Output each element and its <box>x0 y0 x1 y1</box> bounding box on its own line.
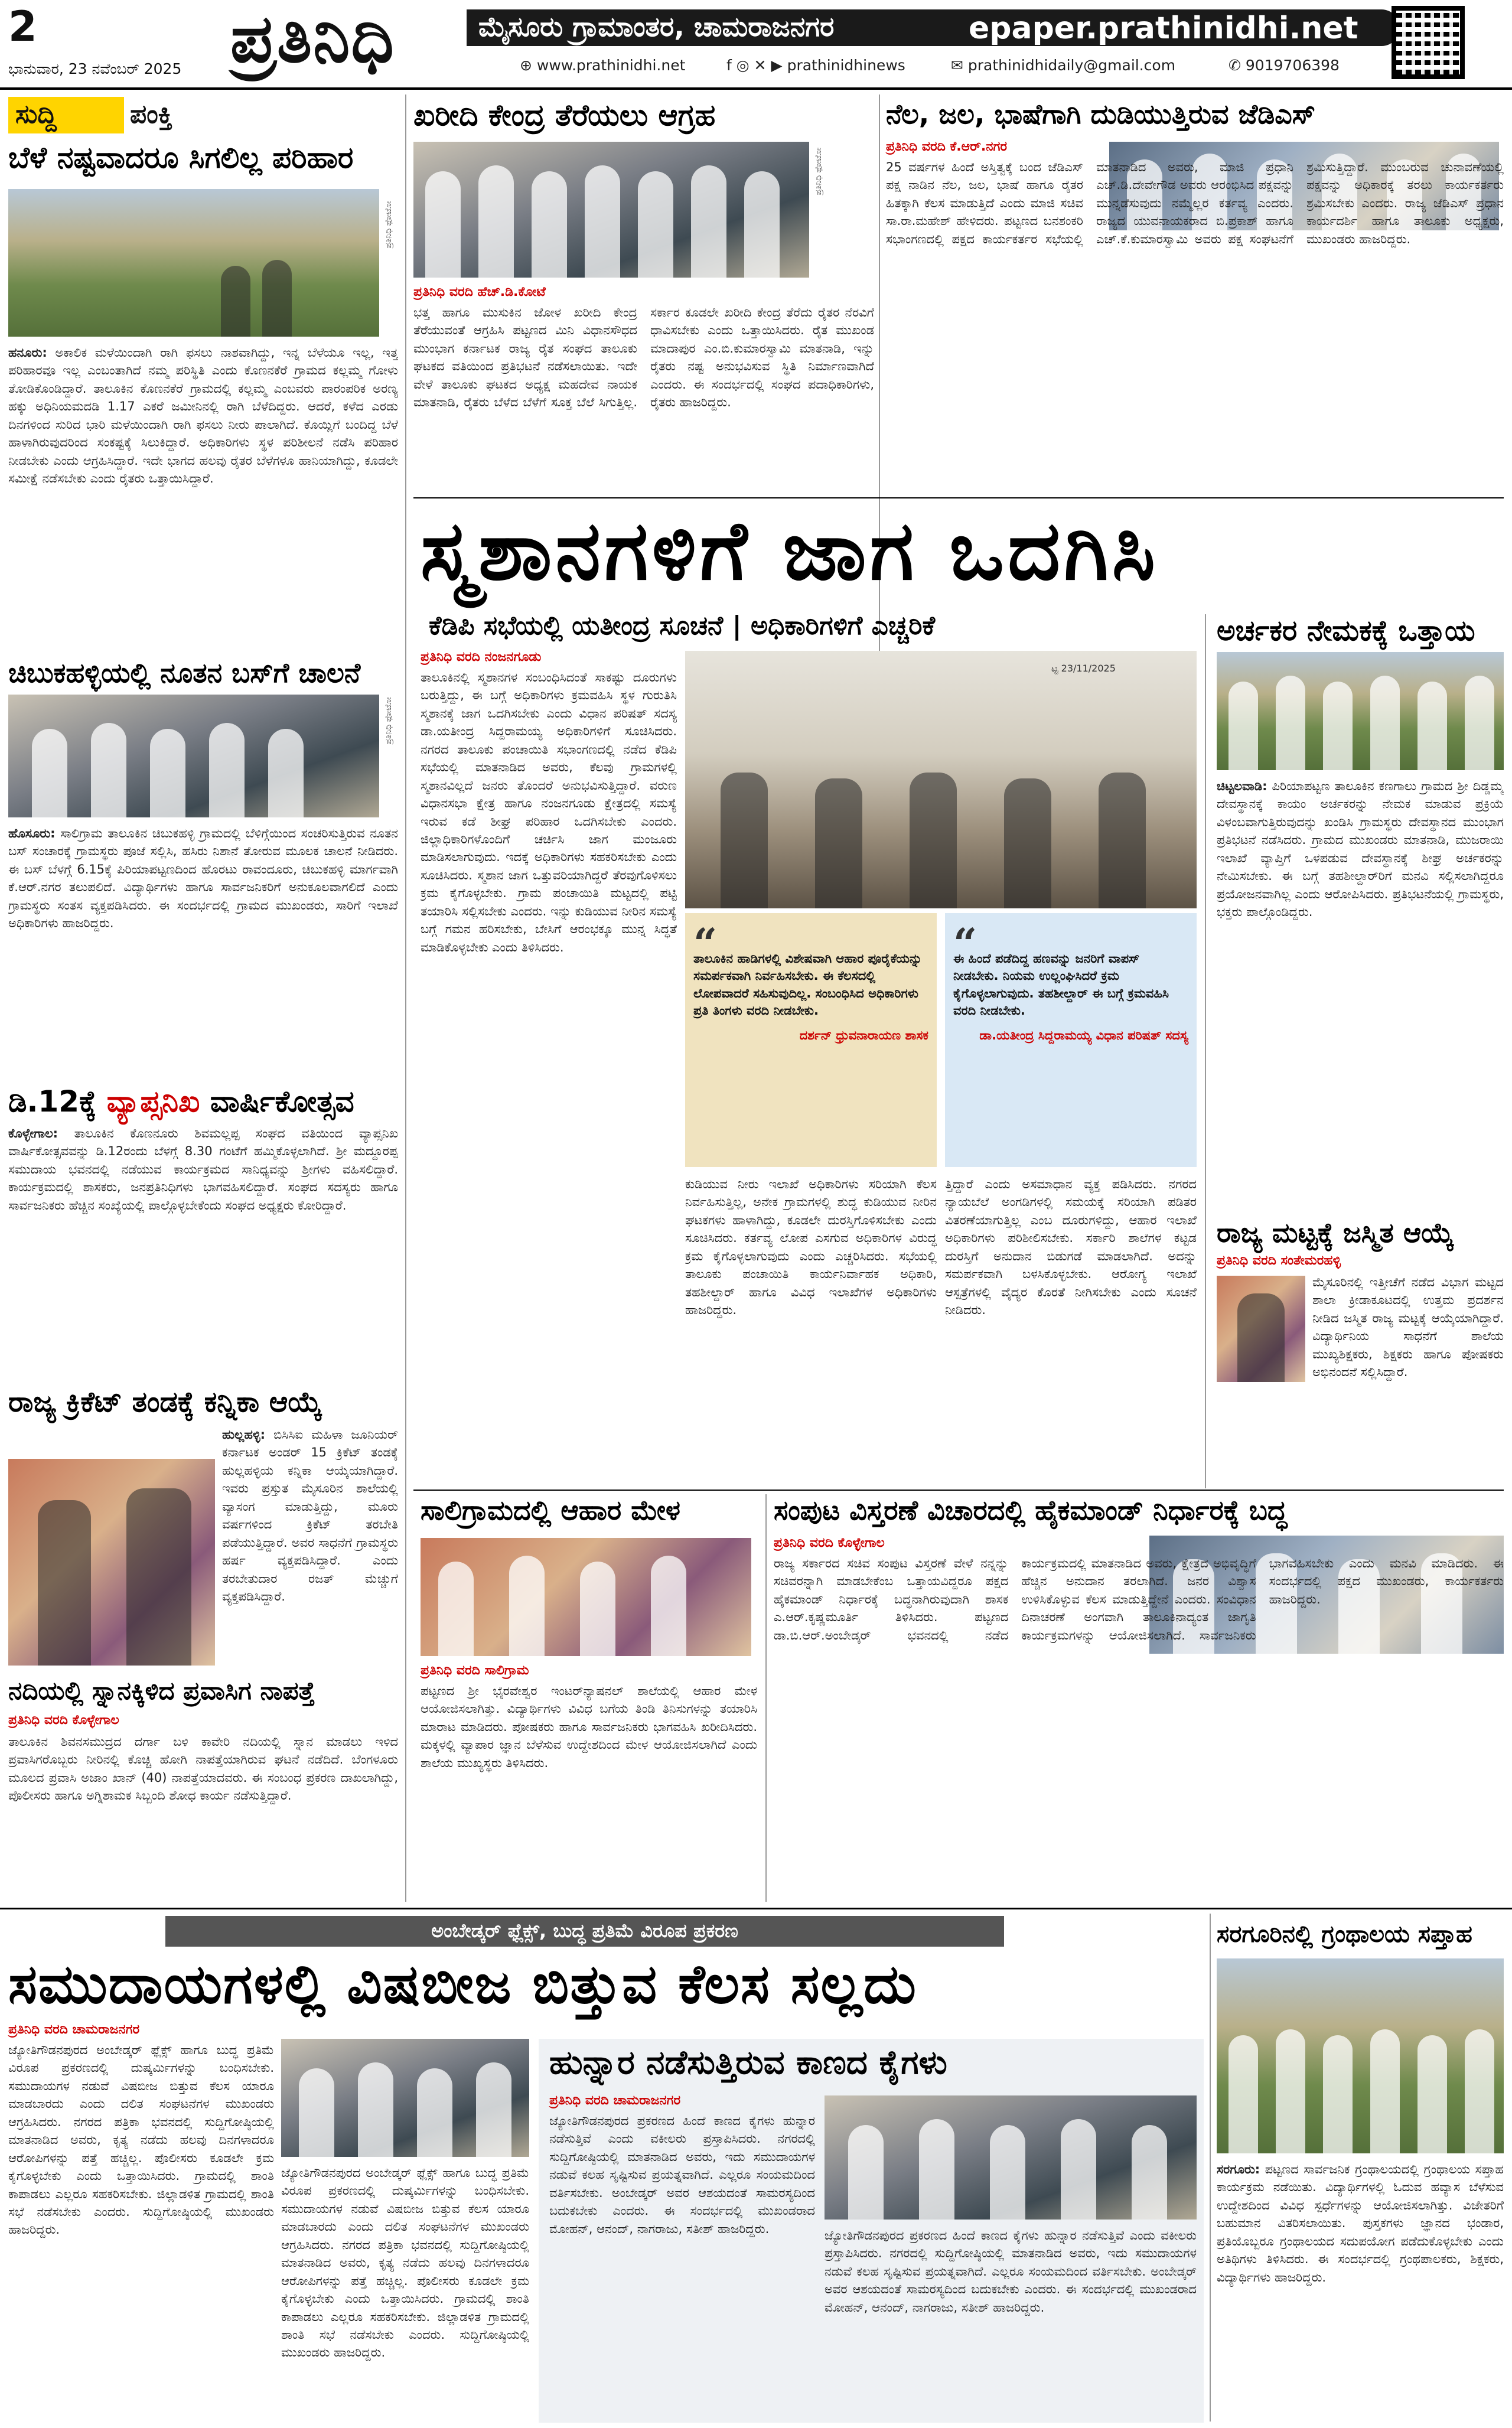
photo-figure <box>478 165 514 278</box>
photo-figure <box>1276 676 1305 770</box>
masthead-rule <box>0 87 1512 90</box>
photo-sign: ಟ್ಟ 23/11/2025 <box>1051 663 1116 674</box>
headline-library-week: ಸರಗೂರಿನಲ್ಲಿ ಗ್ರಂಥಾಲಯ ಸಪ್ತಾಹ <box>1217 1921 1472 1948</box>
photo-food-fair <box>421 1538 751 1656</box>
photo-figure <box>1237 1293 1285 1382</box>
quote-icon: “ <box>953 919 977 968</box>
divider <box>405 94 406 1902</box>
photo-figure <box>1370 2029 1400 2153</box>
byline: ಪ್ರತಿನಿಧಿ ವರದಿ ಸಾಲಿಗ್ರಾಮ <box>421 1663 529 1678</box>
headline-communities: ಸಮುದಾಯಗಳಲ್ಲಿ ವಿಷಬೀಜ ಬಿತ್ತುವ ಕೆಲಸ ಸಲ್ಲದು <box>8 1953 917 2016</box>
photo-figure <box>1004 778 1051 908</box>
photo-temple-protest <box>1217 652 1504 770</box>
headline-jds: ನೆಲ, ಜಲ, ಭಾಷೆಗಾಗಿ ದುಡಿಯುತ್ತಿರುವ ಜೆಡಿಎಸ್ <box>886 98 1316 130</box>
headline-crop-loss: ಬೆಳೆ ನಷ್ಟವಾದರೂ ಸಿಗಲಿಲ್ಲ ಪರಿಹಾರ <box>8 141 354 175</box>
article-body: ತಾಲೂಕಿನ ಶಿವನಸಮುದ್ರದ ದರ್ಗಾ ಬಳಿ ಕಾವೇರಿ ನದಿಯಲ್ಲಿ ಸ್ನಾನ ಮಾಡಲು ಇಳಿದ ಪ್ರವಾಸಿಗರೊಬ್ಬರು ನೀರಿನಲ್ಲಿ ಕೊಚ್ಚಿ ಹೋಗಿ ನಾಪತ್ತೆಯಾಗಿರುವ ಘಟನೆ ನಡೆದಿದೆ. ಬೆಂಗಳೂರು ಮೂಲದ ಪ್ರವಾಸಿ ಅಜಾಂ ಖಾನ್ (40) ನಾಪತ್ತೆಯಾದವರು. ಈ ಸಂಬಂಧ ಪ್ರಕರಣ ದಾಖಲಾಗಿದ್ದು, ಪೊಲೀಸರು ಹಾಗೂ ಅಗ್ನಿಶಾಮಕ ಸಿಬ್ಬಂದಿ ಶೋಧ ಕಾರ್ಯ ನಡೆಸುತ್ತಿದ್ದಾರೆ. <box>8 1735 398 1803</box>
photo-crop-field <box>8 189 379 337</box>
masthead <box>0 0 1512 90</box>
headline-priest: ಅರ್ಚಕರ ನೇಮಕಕ್ಕೆ ಒತ್ತಾಯ <box>1217 614 1475 647</box>
photo-lawyers-meet <box>825 2095 1197 2220</box>
photo-figure <box>38 1500 91 1666</box>
photo-kdp-meeting <box>685 651 1197 908</box>
photo-student <box>1217 1276 1305 1382</box>
quote-box <box>945 913 1197 1167</box>
headline-purchase-centre: ಖರೀದಿ ಕೇಂದ್ರ ತೆರೆಯಲು ಆಗ್ರಹ <box>413 98 716 132</box>
divider <box>765 1494 767 1902</box>
photo-figure <box>638 171 673 278</box>
byline: ಪ್ರತಿನಿಧಿ ವರದಿ ಹೆಚ್.ಡಿ.ಕೋಟೆ <box>413 285 546 299</box>
article-body: ಹುಲ್ಲಹಳ್ಳಿ: ಬಿಸಿಸಿಐ ಮಹಿಳಾ ಜೂನಿಯರ್ ಕರ್ನಾಟಕ ಅಂಡರ್ 15 ಕ್ರಿಕೆಟ್ ತಂಡಕ್ಕೆ ಹುಲ್ಲಹಳ್ಳಿಯ ಕನ್ನಿಕಾ ಆಯ್ಕೆಯಾಗಿದ್ದಾರೆ. ಇವರು ಪ್ರಸ್ತುತ ಮೈಸೂರಿನ ಶಾಲೆಯಲ್ಲಿ ವ್ಯಾಸಂಗ ಮಾಡುತ್ತಿದ್ದು, ಮೂರು ವರ್ಷಗಳಿಂದ ಕ್ರಿಕೆಟ್ ತರಬೇತಿ ಪಡೆಯುತ್ತಿದ್ದಾರೆ. ಅವರ ಸಾಧನೆಗೆ ಗ್ರಾಮಸ್ಥರು ಹರ್ಷ ವ್ಯಕ್ತಪಡಿಸಿದ್ದಾರೆ. ಎಂದು ತರಬೇತುದಾರ ರಜತ್ ಮೆಚ್ಚುಗೆ ವ್ಯಕ್ತಪಡಿಸಿದ್ದಾರೆ. <box>222 1428 398 1604</box>
quote-text: ತಾಲೂಕಿನ ಹಾಡಿಗಳಲ್ಲಿ ವಿಶೇಷವಾಗಿ ಆಹಾರ ಪೂರೈಕೆಯನ್ನು ಸಮರ್ಪಕವಾಗಿ ನಿರ್ವಹಿಸಬೇಕು. ಈ ಕೆಲಸದಲ್ಲಿ ಲೋಪವಾದರೆ ಸಹಿಸುವುದಿಲ್ಲ. ಸಂಬಂಧಿಸಿದ ಅಧಿಕಾರಿಗಳು ಪ್ರತಿ ತಿಂಗಳು ವರದಿ ನೀಡಬೇಕು. <box>693 951 923 1018</box>
byline: ಪ್ರತಿನಿಧಿ ವರದಿ ಸಂತೇಮರಹಳ್ಳಿ <box>1217 1253 1341 1268</box>
qr-code-icon <box>1392 6 1465 79</box>
lead-subhead: ಕೆಡಿಪಿ ಸಭೆಯಲ್ಲಿ ಯತೀಂದ್ರ ಸೂಚನೆ | ಅಧಿಕಾರಿಗಳಿಗೆ ಎಚ್ಚರಿಕೆ <box>429 611 936 641</box>
byline: ಪ್ರತಿನಿಧಿ ವರದಿ ಕೊಳ್ಳೇಗಾಲ <box>8 1713 119 1728</box>
photo-figure <box>221 266 250 337</box>
headline-highlight: ವ್ಯಾಪ್ಸನಿಖ <box>106 1084 200 1119</box>
divider <box>1205 614 1206 1488</box>
article-body: ಕುಡಿಯುವ ನೀರು ಇಲಾಖೆ ಅಧಿಕಾರಿಗಳು ಸರಿಯಾಗಿ ಕೆಲಸ ನಿರ್ವಹಿಸುತ್ತಿಲ್ಲ, ಅನೇಕ ಗ್ರಾಮಗಳಲ್ಲಿ ಶುದ್ಧ ಕುಡಿಯುವ ನೀರಿನ ಘಟಕಗಳು ಹಾಳಾಗಿದ್ದು, ಕೂಡಲೇ ದುರಸ್ತಿಗೊಳಿಸಬೇಕು ಎಂದು ಸೂಚಿಸಿದರು. ಕರ್ತವ್ಯ ಲೋಪ ಎಸಗುವ ಅಧಿಕಾರಿಗಳ ವಿರುದ್ಧ ಕ್ರಮ ಕೈಗೊಳ್ಳಲಾಗುವುದು ಎಂದು ಎಚ್ಚರಿಸಿದರು. ಸಭೆಯಲ್ಲಿ ತಾಲೂಕು ಪಂಚಾಯಿತಿ ಕಾರ್ಯನಿರ್ವಾಹಕ ಅಧಿಕಾರಿ, ತಹಶೀಲ್ದಾರ್ ಹಾಗೂ ವಿವಿಧ ಇಲಾಖೆಗಳ ಅಧಿಕಾರಿಗಳು ಹಾಜರಿದ್ದರು. <box>685 1177 937 1318</box>
photo-figure <box>910 773 957 908</box>
article-body: ಹೊಸೂರು: ಸಾಲಿಗ್ರಾಮ ತಾಲೂಕಿನ ಚಿಬುಕಹಳ್ಳಿ ಗ್ರಾಮದಲ್ಲಿ ಬೆಳಿಗ್ಗೆಯಿಂದ ಸಂಚರಿಸುತ್ತಿರುವ ನೂತನ ಬಸ್ ಸಂಚಾರಕ್ಕೆ ಗ್ರಾಮಸ್ಥರು ಪೂಜೆ ಸಲ್ಲಿಸಿ, ಹಸಿರು ನಿಶಾನೆ ತೋರುವ ಮೂಲಕ ಚಾಲನೆ ನೀಡಿದರು. ಈ ಬಸ್ ಬೆಳಗ್ಗೆ 6.15ಕ್ಕೆ ಪಿರಿಯಾಪಟ್ಟಣದಿಂದ ಹೊರಟು ರಾವಂದೂರು, ಚಿಬುಕಹಳ್ಳಿ ಮಾರ್ಗವಾಗಿ ಕೆ.ಆರ್.ನಗರ ತಲುಪಲಿದೆ. ವಿದ್ಯಾರ್ಥಿಗಳು ಹಾಗೂ ಸಾರ್ವಜನಿಕರಿಗೆ ಅನುಕೂಲವಾಗಲಿದೆ ಎಂದು ಗ್ರಾಮಸ್ಥರು ಸಂತಸ ವ್ಯಕ್ತಪಡಿಸಿದರು. ಈ ಸಂದರ್ಭದಲ್ಲಿ ಗ್ರಾಮದ ಮುಖಂಡರು, ಸಾರಿಗೆ ಇಲಾಖೆ ಅಧಿಕಾರಿಗಳು ಹಾಜರಿದ್ದರು. <box>8 826 398 931</box>
email-link[interactable]: ✉ prathinidhidaily@gmail.com <box>951 57 1176 74</box>
article-body: ತ್ತಿದ್ದಾರೆ ಎಂದು ಅಸಮಾಧಾನ ವ್ಯಕ್ತ ಪಡಿಸಿದರು. ನಗರದ ನ್ಯಾಯಬೆಲೆ ಅಂಗಡಿಗಳಲ್ಲಿ ಸಮಯಕ್ಕೆ ಸರಿಯಾಗಿ ಪಡಿತರ ವಿತರಣೆಯಾಗುತ್ತಿಲ್ಲ ಎಂಬ ದೂರುಗಳಿದ್ದು, ಆಹಾರ ಇಲಾಖೆ ಅಧಿಕಾರಿಗಳು ಪರಿಶೀಲಿಸಬೇಕು. ಸರ್ಕಾರಿ ಶಾಲೆಗಳ ಕಟ್ಟಡ ದುರಸ್ತಿಗೆ ಅನುದಾನ ಬಿಡುಗಡೆ ಮಾಡಲಾಗಿದೆ. ಅದನ್ನು ಸಮರ್ಪಕವಾಗಿ ಬಳಸಿಕೊಳ್ಳಬೇಕು. ಆರೋಗ್ಯ ಇಲಾಖೆ ಆಸ್ಪತ್ರೆಗಳಲ್ಲಿ ವೈದ್ಯರ ಕೊರತೆ ನೀಗಿಸಬೇಕು ಎಂದು ಸೂಚನೆ ನೀಡಿದರು. <box>945 1177 1197 1318</box>
headline-missing-tourist: ನದಿಯಲ್ಲಿ ಸ್ನಾನಕ್ಕಿಳಿದ ಪ್ರವಾಸಿಗ ನಾಪತ್ತೆ <box>8 1676 315 1705</box>
photo-figure <box>815 778 862 908</box>
quote-box <box>685 913 937 1167</box>
photo-protest <box>413 142 809 278</box>
section-tag: ಸುದ್ದಿ <box>8 97 124 133</box>
website-link[interactable]: ⊕ www.prathinidhi.net <box>520 57 686 74</box>
epaper-link[interactable]: epaper.prathinidhi.net <box>969 11 1358 46</box>
photo-figure <box>425 171 461 278</box>
photo-figure <box>919 2119 954 2220</box>
photo-figure <box>417 2068 452 2157</box>
lead-headline: ಸ್ಮಶಾನಗಳಿಗೆ ಜಾಗ ಒದಗಿಸಿ <box>421 503 1159 598</box>
photo-figure <box>990 2125 1025 2220</box>
quote-author: ಡಾ.ಯತೀಂದ್ರ ಸಿದ್ದರಾಮಯ್ಯ ವಿಧಾನ ಪರಿಷತ್ ಸದಸ್ಯ <box>979 1028 1188 1042</box>
article-body: 25 ವರ್ಷಗಳ ಹಿಂದೆ ಅಸ್ತಿತ್ವಕ್ಕೆ ಬಂದ ಜೆಡಿಎಸ್ ಪಕ್ಷ ನಾಡಿನ ನೆಲ, ಜಲ, ಭಾಷೆ ಹಾಗೂ ರೈತರ ಹಿತಕ್ಕಾಗಿ ಕೆಲಸ ಮಾಡುತ್ತಿದೆ ಎಂದು ಮಾಜಿ ಸಚಿವ ಸಾ.ರಾ.ಮಹೇಶ್ ಹೇಳಿದರು. ಪಟ್ಟಣದ ಬನಶಂಕರಿ ಸಭಾಂಗಣದಲ್ಲಿ ಪಕ್ಷದ ಕಾರ್ಯಕರ್ತರ ಸಭೆಯಲ್ಲಿ ಮಾತನಾಡಿದ ಅವರು, ಮಾಜಿ ಪ್ರಧಾನಿ ಎಚ್.ಡಿ.ದೇವೇಗೌಡ ಅವರು ಆರಂಭಿಸಿದ ಪಕ್ಷವನ್ನು ಮುನ್ನಡೆಸುವುದು ನಮ್ಮೆಲ್ಲರ ಕರ್ತವ್ಯ ಎಂದರು. ರಾಜ್ಯದ ಯುವನಾಯಕರಾದ ಬಿ.ಪ್ರಕಾಶ್ ಹಾಗೂ ಎಚ್.ಕೆ.ಕುಮಾರಸ್ವಾಮಿ ಅವರು ಪಕ್ಷ ಸಂಘಟನೆಗೆ ಶ್ರಮಿಸುತ್ತಿದ್ದಾರೆ. ಮುಂಬರುವ ಚುನಾವಣೆಯಲ್ಲಿ ಪಕ್ಷವನ್ನು ಅಧಿಕಾರಕ್ಕೆ ತರಲು ಕಾರ್ಯಕರ್ತರು ಶ್ರಮಿಸಬೇಕು ಎಂದರು. ರಾಜ್ಯ ಜೆಡಿಎಸ್ ಪ್ರಧಾನ ಕಾರ್ಯದರ್ಶಿ ಹಾಗೂ ತಾಲೂಕು ಅಧ್ಯಕ್ಷರು, ಮುಖಂಡರು ಹಾಜರಿದ್ದರು. <box>886 160 1504 246</box>
photo-figure <box>532 171 567 278</box>
photo-figure <box>509 1556 545 1656</box>
photo-figure <box>1228 2035 1258 2153</box>
article-body: ಪಟ್ಟಣದ ಶ್ರೀ ಭೈರವೇಶ್ವರ ಇಂಟರ್‌ನ್ಯಾಷನಲ್ ಶಾಲೆಯಲ್ಲಿ ಆಹಾರ ಮೇಳ ಆಯೋಜಿಸಲಾಗಿತ್ತು. ವಿದ್ಯಾರ್ಥಿಗಳು ವಿವಿಧ ಬಗೆಯ ತಿಂಡಿ ತಿನಿಸುಗಳನ್ನು ತಯಾರಿಸಿ ಮಾರಾಟ ಮಾಡಿದರು. ಪೋಷಕರು ಹಾಗೂ ಸಾರ್ವಜನಿಕರು ಭಾಗವಹಿಸಿ ಖರೀದಿಸಿದರು. ಮಕ್ಕಳಲ್ಲಿ ವ್ಯಾಪಾರ ಜ್ಞಾನ ಬೆಳೆಸುವ ಉದ್ದೇಶದಿಂದ ಮೇಳ ಆಯೋಜಿಸಲಾಗಿದೆ ಎಂದು ಶಾಲೆಯ ಮುಖ್ಯಸ್ಥರು ತಿಳಿಸಿದರು. <box>421 1684 757 1770</box>
photo-bus-launch <box>8 695 379 817</box>
phone-number: ✆ 9019706398 <box>1228 57 1340 74</box>
photo-figure <box>299 2068 334 2157</box>
photo-figure <box>262 260 292 337</box>
photo-figure <box>32 729 67 817</box>
social-icons: f ◎ ✕ ▶ <box>726 57 787 74</box>
headline-jasmitha: ರಾಜ್ಯ ಮಟ್ಟಕ್ಕೆ ಜಸ್ಮಿತ ಆಯ್ಕೆ <box>1217 1217 1454 1249</box>
byline: ಪ್ರತಿನಿಧಿ ವರದಿ ಚಾಮರಾಜನಗರ <box>8 2022 140 2037</box>
byline: ಪ್ರತಿನಿಧಿ ವರದಿ ಚಾಮರಾಜನಗರ <box>549 2093 681 2108</box>
photo-figure <box>721 773 768 908</box>
photo-figure <box>1465 676 1494 770</box>
page-number: 2 <box>8 2 37 51</box>
article-body: ಕೊಳ್ಳೇಗಾಲ: ತಾಲೂಕಿನ ಕೊಣನೂರು ಶಿವಮಲ್ಲಪ್ಪ ಸಂಘದ ವತಿಯಿಂದ ವ್ಯಾಪ್ಸನಿಖ ವಾರ್ಷಿಕೋತ್ಸವವನ್ನು ಡಿ.12ರಂದು ಬೆಳಗ್ಗೆ 8.30 ಗಂಟೆಗೆ ಹಮ್ಮಿಕೊಳ್ಳಲಾಗಿದೆ. ಶ್ರೀ ಮದ್ದೂರಪ್ಪ ಸಮುದಾಯ ಭವನದಲ್ಲಿ ನಡೆಯುವ ಕಾರ್ಯಕ್ರಮದ ಸಾನಿಧ್ಯವನ್ನು ಶ್ರೀಗಳು ವಹಿಸಲಿದ್ದಾರೆ. ಕಾರ್ಯಕ್ರಮದಲ್ಲಿ ಶಾಸಕರು, ಜನಪ್ರತಿನಿಧಿಗಳು ಭಾಗವಹಿಸಲಿದ್ದಾರೆ. ಸಂಘದ ಸದಸ್ಯರು ಹಾಗೂ ಸಾರ್ವಜನಿಕರು ಹೆಚ್ಚಿನ ಸಂಖ್ಯೆಯಲ್ಲಿ ಪಾಲ್ಗೊಳ್ಳಬೇಕೆಂದು ಸಂಘದ ಅಧ್ಯಕ್ಷರು ಕೋರಿದ್ದಾರೆ. <box>8 1126 398 1213</box>
photo-figure <box>691 165 726 278</box>
article-body: ಚಿಟ್ಟಲವಾಡಿ: ಪಿರಿಯಾಪಟ್ಟಣ ತಾಲೂಕಿನ ಕಣಗಾಲು ಗ್ರಾಮದ ಶ್ರೀ ದಿಡ್ಡಮ್ಮ ದೇವಸ್ಥಾನಕ್ಕೆ ಕಾಯಂ ಅರ್ಚಕರನ್ನು ನೇಮಕ ಮಾಡುವ ಪ್ರಕ್ರಿಯೆ ವಿಳಂಬವಾಗುತ್ತಿರುವುದನ್ನು ಖಂಡಿಸಿ ಗ್ರಾಮಸ್ಥರು ದೇವಸ್ಥಾನದ ಮುಂಭಾಗ ಪ್ರತಿಭಟನೆ ನಡೆಸಿದರು. ಗ್ರಾಮದ ಮುಖಂಡರು ಮಾತನಾಡಿ, ಮುಜರಾಯಿ ಇಲಾಖೆ ವ್ಯಾಪ್ತಿಗೆ ಒಳಪಡುವ ದೇವಸ್ಥಾನಕ್ಕೆ ಶೀಘ್ರ ಅರ್ಚಕರನ್ನು ನೇಮಿಸಬೇಕು. ಈ ಬಗ್ಗೆ ತಹಶೀಲ್ದಾರ್‌ರಿಗೆ ಮನವಿ ಸಲ್ಲಿಸಲಾಗಿದ್ದರೂ ಪ್ರಯೋಜನವಾಗಿಲ್ಲ ಎಂದು ಆರೋಪಿಸಿದರು. ಪ್ರತಿಭಟನೆಯಲ್ಲಿ ಗ್ರಾಮಸ್ಥರು, ಭಕ್ತರು ಪಾಲ್ಗೊಂಡಿದ್ದರು. <box>1217 779 1504 920</box>
headline-cabinet: ಸಂಪುಟ ವಿಸ್ತರಣೆ ವಿಚಾರದಲ್ಲಿ ಹೈಕಮಾಂಡ್ ನಿರ್ಧಾರಕ್ಕೆ ಬದ್ಧ <box>774 1494 1288 1526</box>
article-body: ಮೈಸೂರಿನಲ್ಲಿ ಇತ್ತೀಚೆಗೆ ನಡೆದ ವಿಭಾಗ ಮಟ್ಟದ ಶಾಲಾ ಕ್ರೀಡಾಕೂಟದಲ್ಲಿ ಉತ್ತಮ ಪ್ರದರ್ಶನ ನೀಡಿದ ಜಸ್ಮಿತ ರಾಜ್ಯ ಮಟ್ಟಕ್ಕೆ ಆಯ್ಕೆಯಾಗಿದ್ದಾರೆ. ವಿದ್ಯಾರ್ಥಿನಿಯ ಸಾಧನೆಗೆ ಶಾಲೆಯ ಮುಖ್ಯಶಿಕ್ಷಕರು, ಶಿಕ್ಷಕರು ಹಾಗೂ ಪೋಷಕರು ಅಭಿನಂದನೆ ಸಲ್ಲಿಸಿದ್ದಾರೆ. <box>1312 1275 1504 1380</box>
photo-credit: ಪ್ರತಿನಿಧಿ ಫೋಟೋ <box>814 148 823 195</box>
photo-library-event <box>1217 1958 1504 2153</box>
photo-figure <box>1276 2029 1305 2153</box>
article-body: ಸರಗೂರು: ಪಟ್ಟಣದ ಸಾರ್ವಜನಿಕ ಗ್ರಂಥಾಲಯದಲ್ಲಿ ಗ್ರಂಥಾಲಯ ಸಪ್ತಾಹ ಕಾರ್ಯಕ್ರಮ ನಡೆಯಿತು. ವಿದ್ಯಾರ್ಥಿಗಳಲ್ಲಿ ಓದುವ ಹವ್ಯಾಸ ಬೆಳೆಸುವ ಉದ್ದೇಶದಿಂದ ವಿವಿಧ ಸ್ಪರ್ಧೆಗಳನ್ನು ಆಯೋಜಿಸಲಾಗಿತ್ತು. ವಿಜೇತರಿಗೆ ಬಹುಮಾನ ವಿತರಿಸಲಾಯಿತು. ಪುಸ್ತಕಗಳು ಜ್ಞಾನದ ಭಂಡಾರ, ಪ್ರತಿಯೊಬ್ಬರೂ ಗ್ರಂಥಾಲಯದ ಸದುಪಯೋಗ ಪಡೆದುಕೊಳ್ಳಬೇಕು ಎಂದು ಅತಿಥಿಗಳು ತಿಳಿಸಿದರು. ಈ ಸಂದರ್ಭದಲ್ಲಿ ಗ್ರಂಥಪಾಲಕರು, ಶಿಕ್ಷಕರು, ವಿದ್ಯಾರ್ಥಿಗಳು ಹಾಜರಿದ್ದರು. <box>1217 2162 1504 2284</box>
byline: ಪ್ರತಿನಿಧಿ ವರದಿ ಕೆ.ಆರ್.ನಗರ <box>886 139 1008 154</box>
article-body: ತಾಲೂಕಿನಲ್ಲಿ ಸ್ಮಶಾನಗಳ ಸಂಬಂಧಿಸಿದಂತೆ ಸಾಕಷ್ಟು ದೂರುಗಳು ಬರುತ್ತಿದ್ದು, ಈ ಬಗ್ಗೆ ಅಧಿಕಾರಿಗಳು ಕ್ರಮವಹಿಸಿ ಸ್ಥಳ ಗುರುತಿಸಿ ಸ್ಮಶಾನಕ್ಕೆ ಜಾಗ ಒದಗಿಸಬೇಕು ಎಂದು ವಿಧಾನ ಪರಿಷತ್ ಸದಸ್ಯ ಡಾ.ಯತೀಂದ್ರ ಸಿದ್ದರಾಮಯ್ಯ ಅಧಿಕಾರಿಗಳಿಗೆ ಸೂಚಿಸಿದರು. ನಗರದ ತಾಲೂಕು ಪಂಚಾಯಿತಿ ಸಭಾಂಗಣದಲ್ಲಿ ನಡೆದ ಕೆಡಿಪಿ ಸಭೆಯಲ್ಲಿ ಮಾತನಾಡಿದ ಅವರು, ಕೆಲವು ಗ್ರಾಮಗಳಲ್ಲಿ ಸ್ಮಶಾನವಿಲ್ಲದೆ ಜನರು ತೊಂದರೆ ಅನುಭವಿಸುತ್ತಿದ್ದಾರೆ. ವರುಣ ವಿಧಾನಸಭಾ ಕ್ಷೇತ್ರ ಹಾಗೂ ನಂಜನಗೂಡು ಕ್ಷೇತ್ರದಲ್ಲಿ ಸಮಸ್ಯೆ ಇರುವ ಕಡೆ ಶೀಘ್ರ ಪರಿಹಾರ ಒದಗಿಸಬೇಕು ಎಂದರು. ಜಿಲ್ಲಾಧಿಕಾರಿಗಳೊಂದಿಗೆ ಚರ್ಚಿಸಿ ಜಾಗ ಮಂಜೂರು ಮಾಡಿಸಲಾಗುವುದು. ಇದಕ್ಕೆ ಅಧಿಕಾರಿಗಳು ಸಹಕರಿಸಬೇಕು ಎಂದು ಸೂಚಿಸಿದರು. ಸ್ಮಶಾನ ಜಾಗ ಒತ್ತುವರಿಯಾಗಿದ್ದರೆ ತೆರವುಗೊಳಿಸಲು ಕ್ರಮ ಕೈಗೊಳ್ಳಬೇಕು. ಗ್ರಾಮ ಪಂಚಾಯಿತಿ ಮಟ್ಟದಲ್ಲಿ ಪಟ್ಟಿ ತಯಾರಿಸಿ ಸಲ್ಲಿಸಬೇಕು ಎಂದರು. ಇನ್ನು ಕುಡಿಯುವ ನೀರಿನ ಸಮಸ್ಯೆ ಬಗ್ಗೆ ಗಮನ ಹರಿಸಬೇಕು, ಬೇಸಿಗೆ ಆರಂಭಕ್ಕೂ ಮುನ್ನ ಸಿದ್ಧತೆ ಮಾಡಿಕೊಳ್ಳಬೇಕು ಎಂದು ತಿಳಿಸಿದರು. <box>421 670 677 954</box>
headline-food-fair: ಸಾಲಿಗ್ರಾಮದಲ್ಲಿ ಆಹಾರ ಮೇಳ <box>421 1494 681 1526</box>
photo-figure <box>1323 2035 1353 2153</box>
section-rule <box>413 1490 1504 1491</box>
section-rule <box>0 1908 1512 1909</box>
photo-figure <box>358 2062 393 2157</box>
photo-figure <box>744 171 780 278</box>
whatsapp-icon: ✆ <box>1228 57 1246 74</box>
photo-figure <box>1099 773 1146 908</box>
photo-figure <box>91 723 126 817</box>
photo-figure <box>126 1488 191 1666</box>
article-body: ರಾಜ್ಯ ಸರ್ಕಾರದ ಸಚಿವ ಸಂಪುಟ ವಿಸ್ತರಣೆ ವೇಳೆ ನನ್ನನ್ನು ಸಚಿವರನ್ನಾಗಿ ಮಾಡಬೇಕೆಂಬ ಒತ್ತಾಯವಿದ್ದರೂ ಪಕ್ಷದ ಹೈಕಮಾಂಡ್ ನಿರ್ಧಾರಕ್ಕೆ ಬದ್ಧನಾಗಿರುವುದಾಗಿ ಶಾಸಕ ಎ.ಆರ್.ಕೃಷ್ಣಮೂರ್ತಿ ತಿಳಿಸಿದರು. ಪಟ್ಟಣದ ಡಾ.ಬಿ.ಆರ್.ಅಂಬೇಡ್ಕರ್ ಭವನದಲ್ಲಿ ನಡೆದ ಕಾರ್ಯಕ್ರಮದಲ್ಲಿ ಮಾತನಾಡಿದ ಅವರು, ಕ್ಷೇತ್ರದ ಅಭಿವೃದ್ಧಿಗೆ ಹೆಚ್ಚಿನ ಅನುದಾನ ತರಲಾಗಿದೆ. ಜನರ ವಿಶ್ವಾಸ ಉಳಿಸಿಕೊಳ್ಳುವ ಕೆಲಸ ಮಾಡುತ್ತಿದ್ದೇನೆ ಎಂದರು. ಸಂವಿಧಾನ ದಿನಾಚರಣೆ ಅಂಗವಾಗಿ ತಾಲೂಕಿನಾದ್ಯಂತ ಜಾಗೃತಿ ಕಾರ್ಯಕ್ರಮಗಳನ್ನು ಆಯೋಜಿಸಲಾಗಿದೆ. ಸಾರ್ವಜನಿಕರು ಭಾಗವಹಿಸಬೇಕು ಎಂದು ಮನವಿ ಮಾಡಿದರು. ಈ ಸಂದರ್ಭದಲ್ಲಿ ಪಕ್ಷದ ಮುಖಂಡರು, ಕಾರ್ಯಕರ್ತರು ಹಾಜರಿದ್ದರು. <box>774 1556 1504 1642</box>
photo-credit: ಪ್ರತಿನಿಧಿ ಫೋಟೋ <box>384 201 393 249</box>
photo-figure <box>580 1562 615 1656</box>
photo-figure <box>585 165 620 278</box>
headline-new-bus: ಚಿಬುಕಹಳ್ಳಿಯಲ್ಲಿ ನೂತನ ಬಸ್‌ಗೆ ಚಾಲನೆ <box>8 657 361 689</box>
photo-credit: ಪ್ರತಿನಿಧಿ ಫೋಟೋ <box>384 697 393 745</box>
photo-figure <box>1465 2029 1494 2153</box>
photo-figure <box>848 2125 884 2220</box>
divider <box>1210 1914 1211 2422</box>
issue-date: ಭಾನುವಾರ, 23 ನವೆಂಬರ್ 2025 <box>8 60 182 77</box>
headline-anniversary: ಡಿ.12ಕ್ಕೆ ವ್ಯಾಪ್ಸನಿಖ ವಾರ್ಷಿಕೋತ್ಸವ <box>8 1084 354 1119</box>
mail-icon: ✉ <box>951 57 968 74</box>
quote-icon: “ <box>693 919 718 968</box>
photo-figure <box>1228 682 1258 770</box>
globe-icon: ⊕ <box>520 57 537 74</box>
quote-author: ದರ್ಶನ್ ಧ್ರುವನಾರಾಯಣ ಶಾಸಕ <box>799 1028 928 1042</box>
byline: ಪ್ರತಿನಿಧಿ ವರದಿ ನಂಜನಗೂಡು <box>421 650 542 664</box>
article-body: ಜ್ಯೋತಿಗೌಡನಪುರದ ಅಂಬೇಡ್ಕರ್ ಫ್ಲೆಕ್ಸ್ ಹಾಗೂ ಬುದ್ಧ ಪ್ರತಿಮೆ ವಿರೂಪ ಪ್ರಕರಣದಲ್ಲಿ ದುಷ್ಕರ್ಮಿಗಳನ್ನು ಬಂಧಿಸಬೇಕು. ಸಮುದಾಯಗಳ ನಡುವೆ ವಿಷಬೀಜ ಬಿತ್ತುವ ಕೆಲಸ ಯಾರೂ ಮಾಡಬಾರದು ಎಂದು ದಲಿತ ಸಂಘಟನೆಗಳ ಮುಖಂಡರು ಆಗ್ರಹಿಸಿದರು. ನಗರದ ಪತ್ರಿಕಾ ಭವನದಲ್ಲಿ ಸುದ್ದಿಗೋಷ್ಠಿಯಲ್ಲಿ ಮಾತನಾಡಿದ ಅವರು, ಕೃತ್ಯ ನಡೆದು ಹಲವು ದಿನಗಳಾದರೂ ಆರೋಪಿಗಳನ್ನು ಪತ್ತೆ ಹಚ್ಚಿಲ್ಲ. ಪೊಲೀಸರು ಕೂಡಲೇ ಕ್ರಮ ಕೈಗೊಳ್ಳಬೇಕು ಎಂದು ಒತ್ತಾಯಿಸಿದರು. ಗ್ರಾಮದಲ್ಲಿ ಶಾಂತಿ ಕಾಪಾಡಲು ಎಲ್ಲರೂ ಸಹಕರಿಸಬೇಕು. ಜಿಲ್ಲಾಡಳಿತ ಗ್ರಾಮದಲ್ಲಿ ಶಾಂತಿ ಸಭೆ ನಡೆಸಬೇಕು ಎಂದರು. ಸುದ್ದಿಗೋಷ್ಠಿಯಲ್ಲಿ ಮುಖಂಡರು ಹಾಜರಿದ್ದರು. <box>8 2043 274 2237</box>
photo-figure <box>1418 2035 1447 2153</box>
photo-figure <box>1132 2125 1167 2220</box>
topic-tag: ಅಂಬೇಡ್ಕರ್ ಫ್ಲೆಕ್ಸ್, ಬುದ್ಧ ಪ್ರತಿಮೆ ವಿರೂಪ ಪ್ರಕರಣ <box>165 1916 1004 1947</box>
quote-text: ಈ ಹಿಂದೆ ಪಡೆದಿದ್ದ ಹಣವನ್ನು ಜನರಿಗೆ ವಾಪಸ್ ನೀಡಬೇಕು. ನಿಯಮ ಉಲ್ಲಂಘಿಸಿದರೆ ಕ್ರಮ ಕೈಗೊಳ್ಳಲಾಗುವುದು. ತಹಶೀಲ್ದಾರ್ ಈ ಬಗ್ಗೆ ಕ್ರಮವಹಿಸಿ ವರದಿ ನೀಡಬೇಕು. <box>953 951 1169 1018</box>
photo-figure <box>1061 2119 1096 2220</box>
article-body: ಭತ್ತ ಹಾಗೂ ಮುಸುಕಿನ ಜೋಳ ಖರೀದಿ ಕೇಂದ್ರ ತೆರೆಯುವಂತೆ ಆಗ್ರಹಿಸಿ ಪಟ್ಟಣದ ಮಿನಿ ವಿಧಾನಸೌಧದ ಮುಂಭಾಗ ಕರ್ನಾಟಕ ರಾಜ್ಯ ರೈತ ಸಂಘದ ತಾಲೂಕು ಘಟಕದ ವತಿಯಿಂದ ಪ್ರತಿಭಟನೆ ನಡೆಸಲಾಯಿತು. ಇದೇ ವೇಳೆ ತಾಲೂಕು ಘಟಕದ ಅಧ್ಯಕ್ಷ ಮಹದೇವ ನಾಯಕ ಮಾತನಾಡಿ, ರೈತರು ಬೆಳೆದ ಬೆಳೆಗೆ ಸೂಕ್ತ ಬೆಲೆ ಸಿಗುತ್ತಿಲ್ಲ. ಸರ್ಕಾರ ಕೂಡಲೇ ಖರೀದಿ ಕೇಂದ್ರ ತೆರೆದು ರೈತರ ನೆರವಿಗೆ ಧಾವಿಸಬೇಕು ಎಂದು ಒತ್ತಾಯಿಸಿದರು. ರೈತ ಮುಖಂಡ ಮಾದಾಪುರ ಎಂ.ಬಿ.ಕುಮಾರಸ್ವಾಮಿ ಮಾತನಾಡಿ, ಇನ್ನು ರೈತರು ನಷ್ಟ ಅನುಭವಿಸುವ ಸ್ಥಿತಿ ನಿರ್ಮಾಣವಾಗಿದೆ ಎಂದರು. ಈ ಸಂದರ್ಭದಲ್ಲಿ ಸಂಘದ ಪದಾಧಿಕಾರಿಗಳು, ರೈತರು ಹಾಜರಿದ್ದರು. <box>413 305 874 410</box>
photo-press-meet <box>281 2039 529 2157</box>
photo-figure <box>476 2062 511 2157</box>
social-handle[interactable]: f ◎ ✕ ▶ prathinidhinews <box>726 57 905 74</box>
byline: ಪ್ರತಿನಿಧಿ ವರದಿ ಕೊಳ್ಳೇಗಾಲ <box>774 1536 885 1550</box>
section-tag-suffix: ಪಂಕ್ತಿ <box>130 99 173 129</box>
photo-figure <box>1418 682 1447 770</box>
photo-figure <box>1323 682 1353 770</box>
headline-cricket: ರಾಜ್ಯ ಕ್ರಿಕೆಟ್ ತಂಡಕ್ಕೆ ಕನ್ನಿಕಾ ಆಯ್ಕೆ <box>8 1386 322 1419</box>
article-body: ಜ್ಯೋತಿಗೌಡನಪುರದ ಅಂಬೇಡ್ಕರ್ ಫ್ಲೆಕ್ಸ್ ಹಾಗೂ ಬುದ್ಧ ಪ್ರತಿಮೆ ವಿರೂಪ ಪ್ರಕರಣದಲ್ಲಿ ದುಷ್ಕರ್ಮಿಗಳನ್ನು ಬಂಧಿಸಬೇಕು. ಸಮುದಾಯಗಳ ನಡುವೆ ವಿಷಬೀಜ ಬಿತ್ತುವ ಕೆಲಸ ಯಾರೂ ಮಾಡಬಾರದು ಎಂದು ದಲಿತ ಸಂಘಟನೆಗಳ ಮುಖಂಡರು ಆಗ್ರಹಿಸಿದರು. ನಗರದ ಪತ್ರಿಕಾ ಭವನದಲ್ಲಿ ಸುದ್ದಿಗೋಷ್ಠಿಯಲ್ಲಿ ಮಾತನಾಡಿದ ಅವರು, ಕೃತ್ಯ ನಡೆದು ಹಲವು ದಿನಗಳಾದರೂ ಆರೋಪಿಗಳನ್ನು ಪತ್ತೆ ಹಚ್ಚಿಲ್ಲ. ಪೊಲೀಸರು ಕೂಡಲೇ ಕ್ರಮ ಕೈಗೊಳ್ಳಬೇಕು ಎಂದು ಒತ್ತಾಯಿಸಿದರು. ಗ್ರಾಮದಲ್ಲಿ ಶಾಂತಿ ಕಾಪಾಡಲು ಎಲ್ಲರೂ ಸಹಕರಿಸಬೇಕು. ಜಿಲ್ಲಾಡಳಿತ ಗ್ರಾಮದಲ್ಲಿ ಶಾಂತಿ ಸಭೆ ನಡೆಸಬೇಕು ಎಂದರು. ಸುದ್ದಿಗೋಷ್ಠಿಯಲ್ಲಿ ಮುಖಂಡರು ಹಾಜರಿದ್ದರು. <box>281 2166 529 2360</box>
headline-hidden-hands: ಹುನ್ನಾರ ನಡೆಸುತ್ತಿರುವ ಕಾಣದ ಕೈಗಳು <box>549 2044 947 2082</box>
photo-figure <box>268 729 304 817</box>
newspaper-logo: ಪ್ರತಿನಿಧಿ <box>230 0 395 77</box>
photo-figure <box>150 729 185 817</box>
region-label: ಮೈಸೂರು ಗ್ರಾಮಾಂತರ, ಚಾಮರಾಜನಗರ <box>478 11 835 43</box>
section-rule <box>413 497 1504 498</box>
article-body: ಹನೂರು: ಅಕಾಲಿಕ ಮಳೆಯಿಂದಾಗಿ ರಾಗಿ ಫಸಲು ನಾಶವಾಗಿದ್ದು, ಇನ್ನ ಬೆಳೆಯೂ ಇಲ್ಲ, ಇತ್ತ ಪರಿಹಾರವೂ ಇಲ್ಲ ಎಂಬಂತಾಗಿದೆ ನಮ್ಮ ಪರಿಸ್ಥಿತಿ ಎಂದು ಕೊಣನಕೆರೆ ಗ್ರಾಮದ ಕಲ್ಲಮ್ಮ ಗೋಳು ತೋಡಿಕೊಂಡಿದ್ದಾರೆ. ತಾಲೂಕಿನ ಕೊಣನಕೆರೆ ಗ್ರಾಮದಲ್ಲಿ ಕಲ್ಲಮ್ಮ ಎಂಬವರು ಪಾರಂಪರಿಕ ಅರಣ್ಯ ಹಕ್ಕು ಅಧಿನಿಯಮದಡಿ 1.17 ಎಕರೆ ಜಮೀನಿನಲ್ಲಿ ರಾಗಿ ಬೆಳೆದಿದ್ದರು. ಆದರೆ, ಕಳೆದ ಎರಡು ದಿನಗಳಿಂದ ಸುರಿದ ಭಾರಿ ಮಳೆಯಿಂದಾಗಿ ರಾಗಿ ಫಸಲು ನೀರು ಪಾಲಾಗಿದೆ. ಕೊಯ್ಲಿಗೆ ಬಂದಿದ್ದ ಬೆಳೆ ಹಾಳಾಗಿರುವುದರಿಂದ ಸಂಕಷ್ಟಕ್ಕೆ ಸಿಲುಕಿದ್ದಾರೆ. ಅಧಿಕಾರಿಗಳು ಸ್ಥಳ ಪರಿಶೀಲನೆ ನಡೆಸಿ ಪರಿಹಾರ ನೀಡಬೇಕು ಎಂದು ಆಗ್ರಹಿಸಿದ್ದಾರೆ. ಇದೇ ಭಾಗದ ಹಲವು ರೈತರ ಬೆಳೆಗಳೂ ಹಾನಿಯಾಗಿದ್ದು, ಕೂಡಲೇ ಸಮೀಕ್ಷೆ ನಡೆಸಬೇಕು ಎಂದು ರೈತರು ಒತ್ತಾಯಿಸಿದ್ದಾರೆ. <box>8 346 398 486</box>
article-body: ಜ್ಯೋತಿಗೌಡನಪುರದ ಪ್ರಕರಣದ ಹಿಂದೆ ಕಾಣದ ಕೈಗಳು ಹುನ್ನಾರ ನಡೆಸುತ್ತಿವೆ ಎಂದು ವಕೀಲರು ಪ್ರಸ್ತಾಪಿಸಿದರು. ನಗರದಲ್ಲಿ ಸುದ್ದಿಗೋಷ್ಠಿಯಲ್ಲಿ ಮಾತನಾಡಿದ ಅವರು, ಇದು ಸಮುದಾಯಗಳ ನಡುವೆ ಕಲಹ ಸೃಷ್ಟಿಸುವ ಪ್ರಯತ್ನವಾಗಿದೆ. ಎಲ್ಲರೂ ಸಂಯಮದಿಂದ ವರ್ತಿಸಬೇಕು. ಅಂಬೇಡ್ಕರ್ ಅವರ ಆಶಯದಂತೆ ಸಾಮರಸ್ಯದಿಂದ ಬದುಕಬೇಕು ಎಂದರು. ಈ ಸಂದರ್ಭದಲ್ಲಿ ಮುಖಂಡರಾದ ಮೋಹನ್, ಆನಂದ್, ನಾಗರಾಜು, ಸತೀಶ್ ಹಾಜರಿದ್ದರು. <box>549 2114 815 2236</box>
photo-figure <box>438 1562 474 1656</box>
photo-figure <box>1370 676 1400 770</box>
photo-figure <box>209 723 245 817</box>
photo-cricket-player <box>8 1459 215 1666</box>
photo-figure <box>651 1556 686 1656</box>
article-body: ಜ್ಯೋತಿಗೌಡನಪುರದ ಪ್ರಕರಣದ ಹಿಂದೆ ಕಾಣದ ಕೈಗಳು ಹುನ್ನಾರ ನಡೆಸುತ್ತಿವೆ ಎಂದು ವಕೀಲರು ಪ್ರಸ್ತಾಪಿಸಿದರು. ನಗರದಲ್ಲಿ ಸುದ್ದಿಗೋಷ್ಠಿಯಲ್ಲಿ ಮಾತನಾಡಿದ ಅವರು, ಇದು ಸಮುದಾಯಗಳ ನಡುವೆ ಕಲಹ ಸೃಷ್ಟಿಸುವ ಪ್ರಯತ್ನವಾಗಿದೆ. ಎಲ್ಲರೂ ಸಂಯಮದಿಂದ ವರ್ತಿಸಬೇಕು. ಅಂಬೇಡ್ಕರ್ ಅವರ ಆಶಯದಂತೆ ಸಾಮರಸ್ಯದಿಂದ ಬದುಕಬೇಕು ಎಂದರು. ಈ ಸಂದರ್ಭದಲ್ಲಿ ಮುಖಂಡರಾದ ಮೋಹನ್, ಆನಂದ್, ನಾಗರಾಜು, ಸತೀಶ್ ಹಾಜರಿದ್ದರು. <box>825 2228 1197 2315</box>
